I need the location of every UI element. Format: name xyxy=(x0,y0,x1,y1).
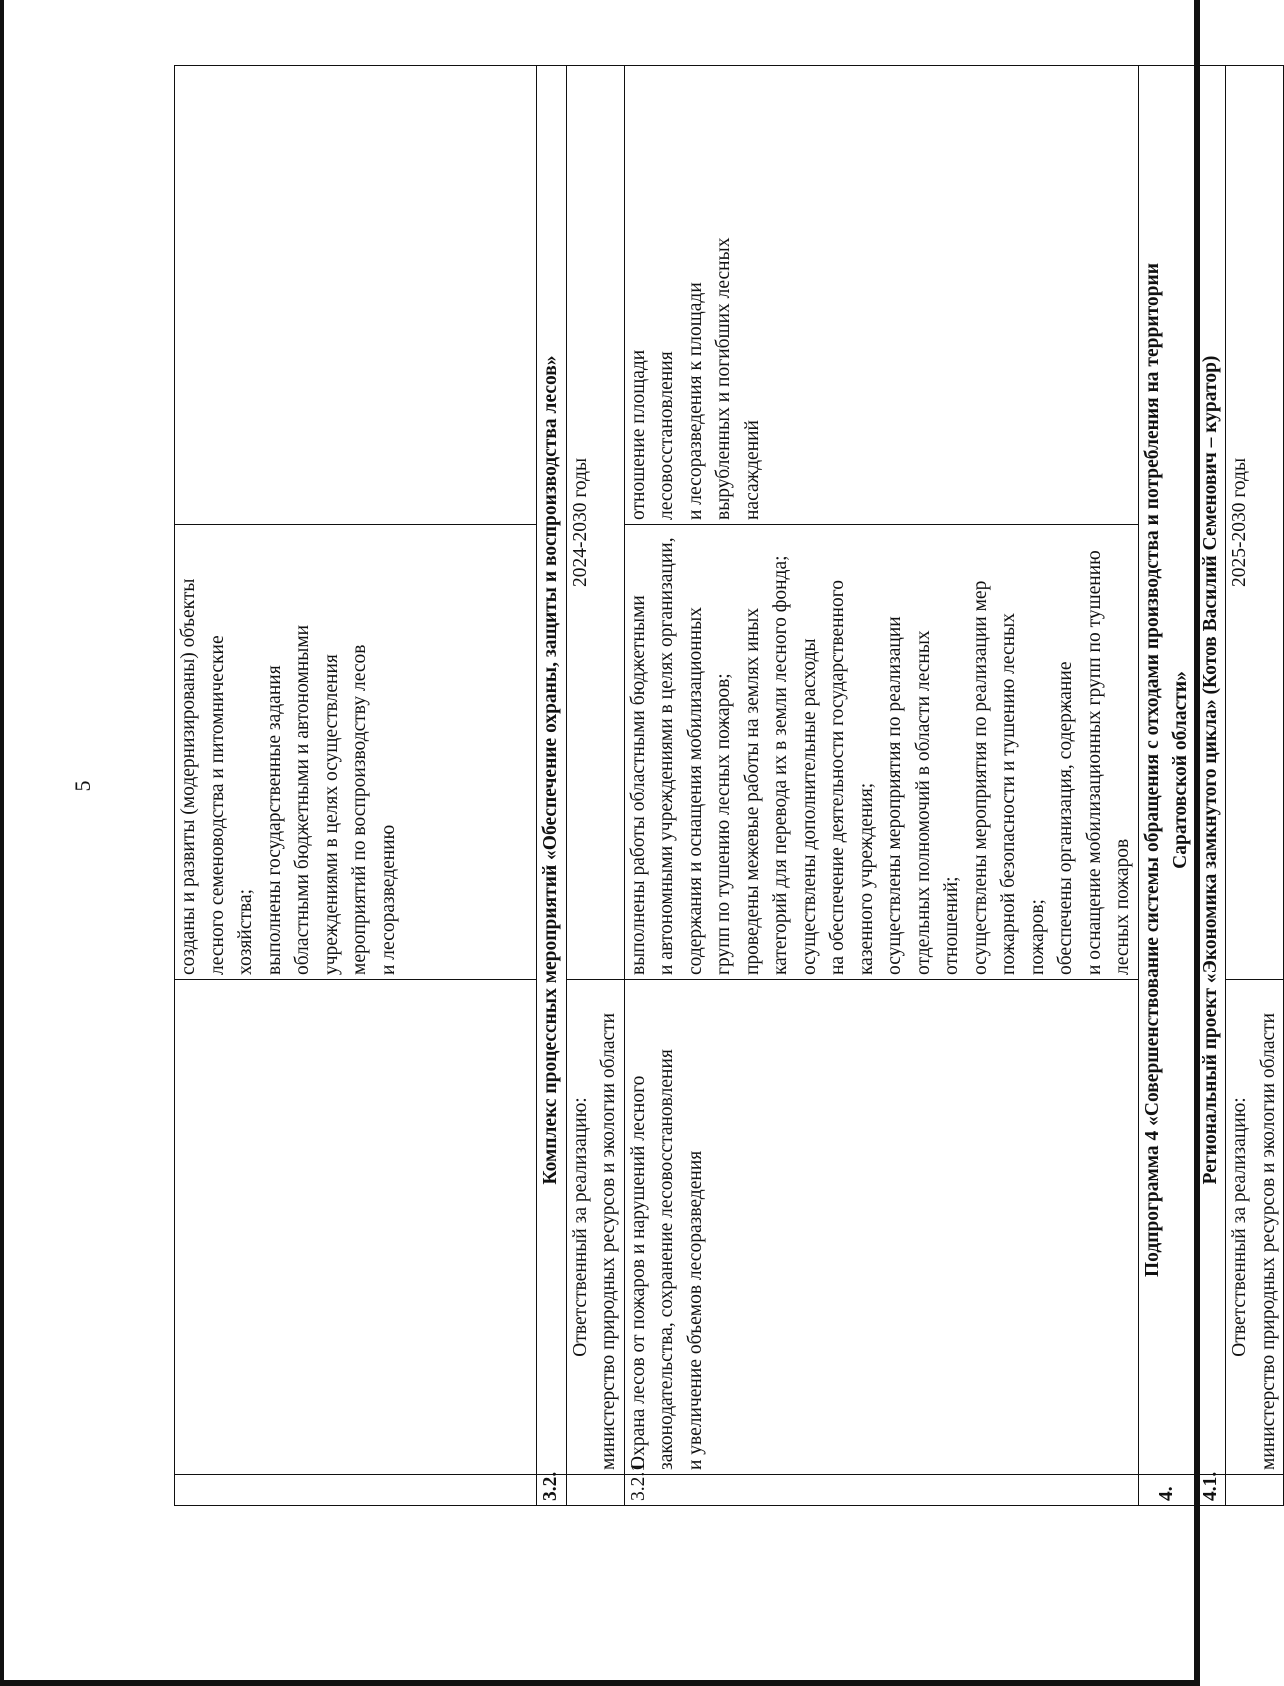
program-table xyxy=(174,65,1284,1506)
section-row-3-2 xyxy=(537,66,567,1506)
responsible-row-3-2 xyxy=(566,66,624,1506)
cell-results-continued: созданы и развиты (модернизированы) объекты лесного семеноводства и питомнические хозяйства; выполнены государственные задания областными бюджетными и автономными учреждениями в целях осуществления мероприятий по воспроизводству лесов и лесоразведению xyxy=(175,525,537,980)
page-number: 5 xyxy=(70,780,95,792)
responsible-label: Ответственный за реализацию: xyxy=(569,1097,591,1357)
responsible-label: Ответственный за реализацию: xyxy=(1229,1097,1250,1357)
scan-edge-bottom xyxy=(0,1680,1200,1686)
cell-number xyxy=(566,1475,624,1506)
section-number: 3.2. xyxy=(537,1475,567,1506)
cell-task xyxy=(175,980,537,1475)
section-number: 4.1. xyxy=(1196,1475,1226,1506)
cell-indicator xyxy=(175,66,537,525)
cell-number xyxy=(175,1475,537,1506)
task-description: Охрана лесов от пожаров и нарушений лесного законодательства, сохранение лесовосстановления и увеличение объемов лесоразведения xyxy=(624,980,1138,1475)
section-title: Региональный проект «Экономика замкнутого цикла» (Котов Василий Семенович – куратор) xyxy=(1196,66,1226,1475)
scan-edge-left xyxy=(0,0,4,1686)
rotated-page xyxy=(70,66,1279,1506)
task-results: выполнены работы областными бюджетными и автономными учреждениями в целях организации, содержания и оснащения мобилизационных групп по тушению лесных пожаров; проведены межевые работы на землях иных категорий для перевода их в земли лесного фонда; осуществлены дополнительные расходы на обеспечение деятельности государственного казенного учреждения; осуществлены мероприятия по реализации отдельных полномочий в области лесных отношений; осуществлены мероприятия по реализации мер пожарной безопасности и тушению лесных пожаров; обеспечены организация, содержание и оснащение мобилизационных групп по тушению лесных пожаров xyxy=(624,525,1138,980)
implementation-years: 2025-2030 годы xyxy=(1226,66,1284,980)
responsible-cell xyxy=(566,980,624,1475)
responsible-value: министерство природных ресурсов и экологии области xyxy=(598,1012,619,1470)
table-row-continuation xyxy=(175,66,537,1506)
table-row-3-2-1 xyxy=(624,66,1138,1506)
responsible-value: министерство природных ресурсов и экологии области xyxy=(1257,1012,1279,1470)
section-title: Подпрограмма 4 «Совершенствование системы обращения с отходами производства и потребления на территории Саратовской области» xyxy=(1138,66,1196,1475)
responsible-row-4-1 xyxy=(1226,66,1284,1506)
section-number: 4. xyxy=(1138,1475,1196,1506)
section-row-4 xyxy=(1138,66,1196,1506)
section-title: Комплекс процессных мероприятий «Обеспечение охраны, защиты и воспроизводства лесов» xyxy=(537,66,567,1475)
implementation-years: 2024-2030 годы xyxy=(566,66,624,980)
task-indicator: отношение площади лесовосстановления и лесоразведения к площади вырубленных и погибших лесных насаждений xyxy=(624,66,1138,525)
section-row-4-1 xyxy=(1196,66,1226,1506)
responsible-cell xyxy=(1226,980,1284,1475)
task-number: 3.2.1. xyxy=(624,1475,1138,1506)
cell-number xyxy=(1226,1475,1284,1506)
